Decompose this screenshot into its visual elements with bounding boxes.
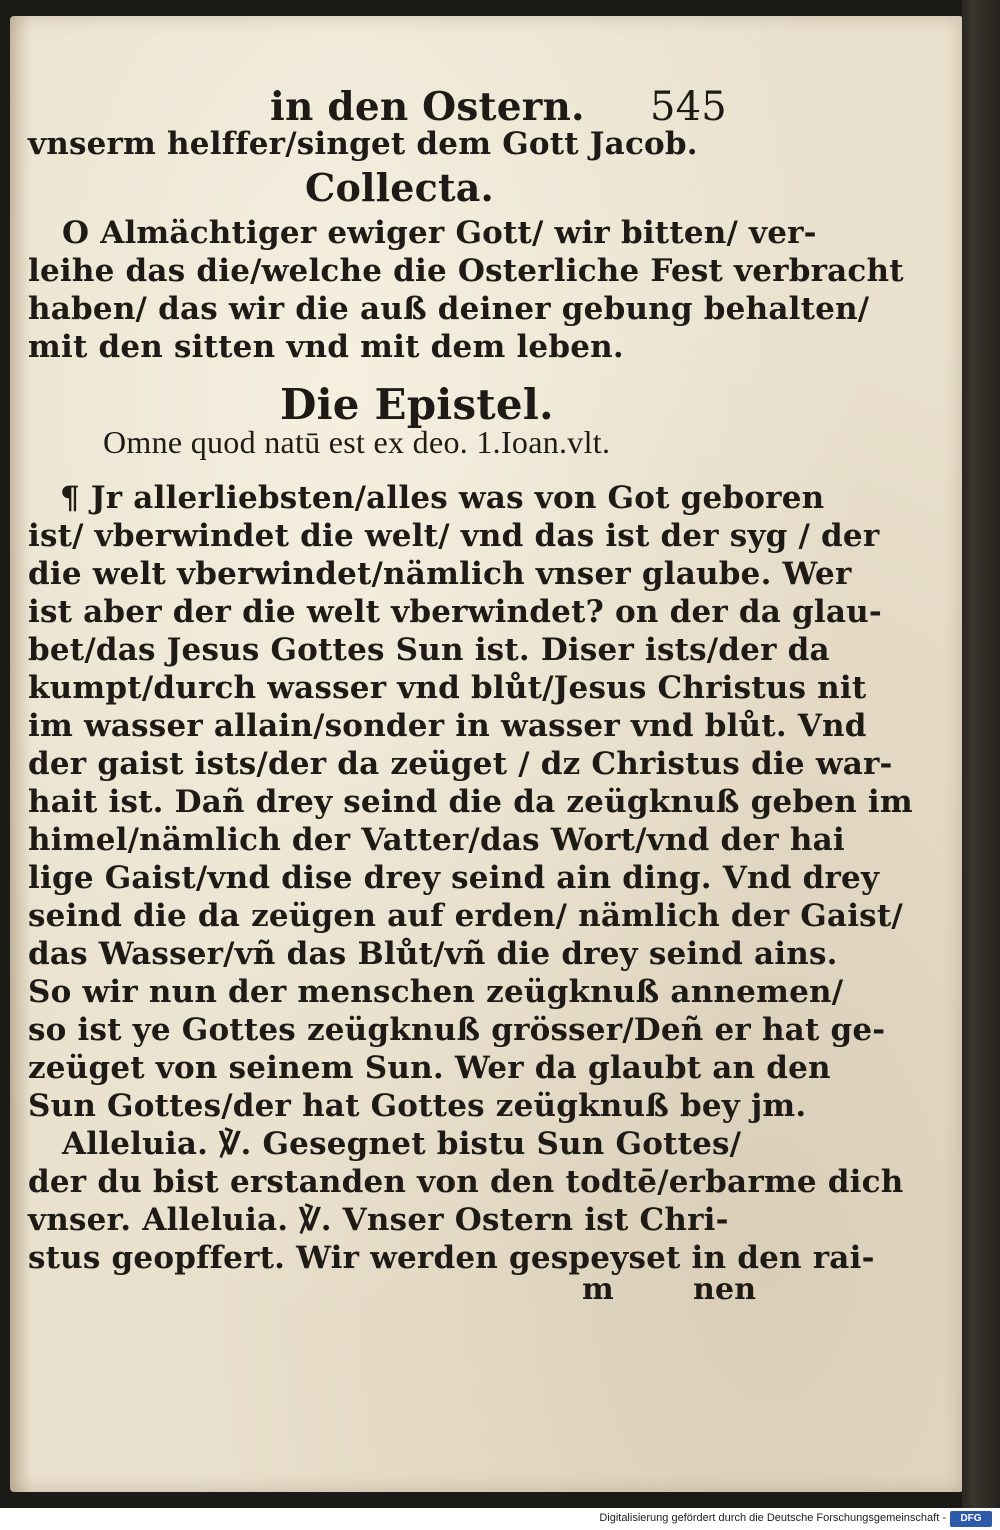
footer-bar — [0, 1508, 1000, 1530]
text-line: vnser. Alleluia. ℣. Vnser Ostern ist Chri- — [28, 1202, 729, 1238]
heading-epistel: Die Epistel. — [280, 380, 554, 429]
dfg-logo: DFG — [950, 1511, 992, 1527]
text-line: kumpt/durch wasser vnd blůt/Jesus Christus nit — [28, 670, 867, 706]
epistel-subtitle: Omne quod natū est ex deo. 1.Ioan.vlt. — [103, 424, 611, 460]
text-line: lige Gaist/vnd dise drey seind ain ding. Vnd drey — [28, 860, 880, 896]
text-line: leihe das die/welche die Osterliche Fest verbracht — [28, 253, 904, 289]
catchword-1: m — [582, 1272, 614, 1307]
text-line: zeüget von seinem Sun. Wer da glaubt an den — [28, 1050, 831, 1086]
text-line: bet/das Jesus Gottes Sun ist. Diser ists/der da — [28, 632, 830, 668]
text-line: der du bist erstanden von den todtē/erbarme dich — [28, 1164, 904, 1200]
text-line: ist/ vberwindet die welt/ vnd das ist der syg / der — [28, 518, 880, 554]
text-line: So wir nun der menschen zeügknuß annemen/ — [28, 974, 844, 1010]
heading-collecta: Collecta. — [305, 165, 494, 210]
text-line: ¶ Jr allerliebsten/alles was von Got geboren — [60, 480, 825, 516]
text-line: vnserm helffer/singet dem Gott Jacob. — [28, 126, 698, 162]
text-line: Sun Gottes/der hat Gottes zeügknuß bey jm. — [28, 1088, 807, 1124]
text-line: haben/ das wir die auß deiner gebung behalten/ — [28, 291, 870, 327]
text-line: hait ist. Dañ drey seind die da zeügknuß geben im — [28, 784, 913, 820]
text-line: Alleluia. ℣. Gesegnet bistu Sun Gottes/ — [62, 1126, 742, 1162]
text-line: O Almächtiger ewiger Gott/ wir bitten/ ver- — [62, 215, 817, 251]
text-line: seind die da zeügen auf erden/ nämlich der Gaist/ — [28, 898, 903, 934]
text-line: der gaist ists/der da zeüget / dz Christus die war- — [28, 746, 893, 782]
text-line: im wasser allain/sonder in wasser vnd blůt. Vnd — [28, 708, 867, 744]
text-line: so ist ye Gottes zeügknuß grösser/Deñ er hat ge- — [28, 1012, 886, 1048]
text-line: das Wasser/vñ das Blůt/vñ die drey seind ains. — [28, 936, 838, 972]
text-line: ist aber der die welt vberwindet? on der da glau- — [28, 594, 882, 630]
page-number: 545 — [650, 84, 727, 130]
running-head: in den Ostern. — [270, 84, 585, 130]
text-line: die welt vberwindet/nämlich vnser glaube. Wer — [28, 556, 852, 592]
text-line: mit den sitten vnd mit dem leben. — [28, 329, 624, 365]
text-line: stus geopffert. Wir werden gespeyset in den rai- — [28, 1240, 875, 1276]
catchword-2: nen — [693, 1272, 757, 1307]
book-spine-shadow — [962, 0, 1000, 1508]
text-line: himel/nämlich der Vatter/das Wort/vnd der hai — [28, 822, 845, 858]
footer-credit: Digitalisierung gefördert durch die Deutsche Forschungsgemeinschaft - — [599, 1512, 946, 1524]
